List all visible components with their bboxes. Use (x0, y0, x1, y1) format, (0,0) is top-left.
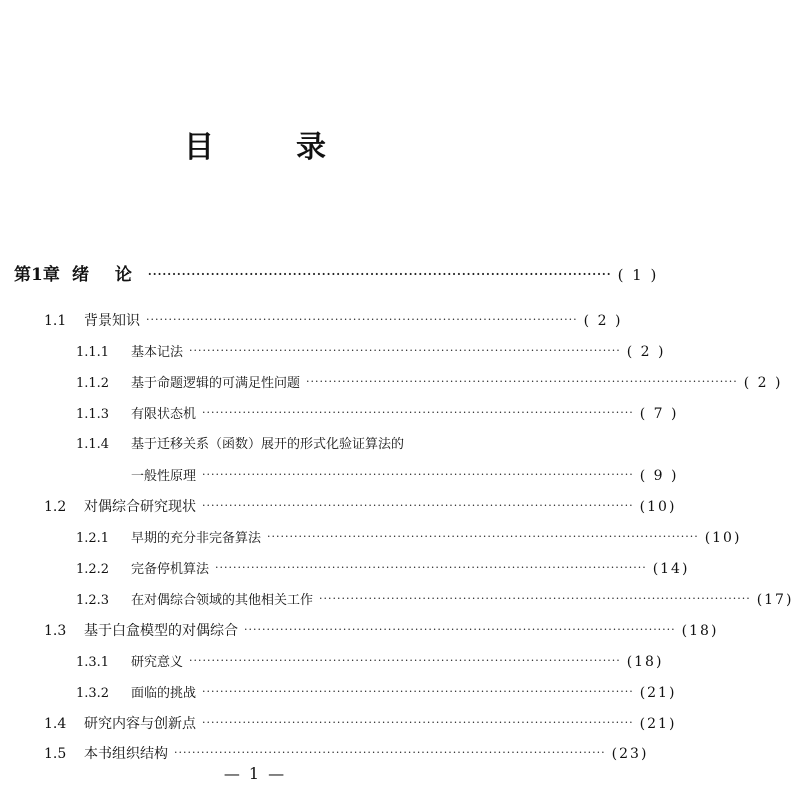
toc-subsection-1-2-2[interactable] (76, 558, 690, 581)
page-number: ( 1 ) (617, 266, 659, 284)
page-number: (10) (704, 530, 742, 546)
leader-dots: ································································································ (189, 344, 621, 357)
page-title: 目 录 (184, 130, 352, 165)
section-number: 1.2 (44, 499, 67, 515)
section-title: 早期的充分非完备算法 (131, 531, 262, 546)
section-number: 1.1.2 (76, 376, 110, 391)
section-number: 1.3.1 (76, 655, 110, 670)
page-number: (21) (639, 716, 677, 732)
toc-subsection-1-2-3[interactable] (76, 589, 793, 612)
leader-dots: ································································································ (202, 468, 634, 481)
toc-subsection-1-1-3[interactable] (76, 403, 679, 426)
section-title: 面临的挑战 (131, 686, 197, 701)
section-number: 1.1.4 (76, 437, 110, 452)
leader-dots: ································································································ (189, 654, 621, 667)
page-number: (21) (639, 685, 677, 701)
section-number: 1.1.3 (76, 407, 110, 422)
section-title: 完备停机算法 (131, 562, 210, 577)
section-title: 对偶综合研究现状 (84, 499, 196, 515)
chapter-number: 第1章 (14, 265, 60, 285)
leader-dots: ································································································ (202, 499, 634, 512)
section-title-continued: 一般性原理 (131, 469, 197, 484)
leader-dots: ································································································ (202, 716, 634, 729)
leader-dots: ································································································ (319, 592, 751, 605)
page-number: ( 7 ) (639, 406, 679, 422)
leader-dots: ································································································ (215, 561, 647, 574)
page-number: (18) (681, 623, 719, 639)
page-number: ( 2 ) (743, 375, 783, 391)
leader-dots: ································································································ (244, 623, 676, 636)
toc-section-1-4[interactable] (44, 713, 677, 736)
page-number: (18) (626, 654, 664, 670)
section-number: 1.2.3 (76, 593, 110, 608)
leader-dots: ································································································ (174, 746, 606, 759)
page-number: (23) (611, 746, 649, 762)
section-number: 1.4 (44, 716, 67, 732)
chapter-title: 绪 论 (72, 265, 142, 285)
section-title: 有限状态机 (131, 407, 197, 422)
leader-dots: ································································································ (202, 406, 634, 419)
page-number: ( 9 ) (639, 468, 679, 484)
section-title: 基本记法 (131, 345, 184, 360)
toc-subsection-1-1-2[interactable] (76, 372, 783, 395)
leader-dots: ································································································ (147, 268, 612, 281)
section-number: 1.2.2 (76, 562, 110, 577)
section-number: 1.1.1 (76, 345, 110, 360)
section-number: 1.5 (44, 746, 67, 762)
section-title: 研究内容与创新点 (84, 716, 196, 732)
section-title: 基于命题逻辑的可满足性问题 (131, 376, 301, 391)
page-number: (17) (756, 592, 793, 608)
page-number: ( 2 ) (583, 313, 623, 329)
section-number: 1.3.2 (76, 686, 110, 701)
section-title: 基于白盒模型的对偶综合 (84, 623, 238, 639)
toc-subsection-1-1-4[interactable] (76, 434, 494, 456)
leader-dots: ································································································ (202, 685, 634, 698)
leader-dots: ································································································ (306, 375, 738, 388)
section-title: 在对偶综合领域的其他相关工作 (131, 593, 314, 608)
toc-subsection-1-3-2[interactable] (76, 682, 677, 705)
toc-chapter-1[interactable] (14, 264, 659, 288)
page-number: (10) (639, 499, 677, 515)
page-number: (14) (652, 561, 690, 577)
toc-subsection-1-1-1[interactable] (76, 341, 666, 364)
leader-dots: ································································································ (146, 313, 578, 326)
section-number: 1.1 (44, 313, 67, 329)
page-number: ( 2 ) (626, 344, 666, 360)
toc-section-1-3[interactable] (44, 620, 719, 643)
toc-section-1-2[interactable] (44, 496, 677, 519)
toc-subsection-1-1-4-continued[interactable] (131, 465, 679, 488)
section-title: 背景知识 (84, 313, 140, 329)
section-number: 1.2.1 (76, 531, 110, 546)
section-title: 基于迁移关系（函数）展开的形式化验证算法的 (131, 437, 405, 452)
toc-subsection-1-2-1[interactable] (76, 527, 742, 550)
section-number: 1.3 (44, 623, 67, 639)
toc-section-1-1[interactable] (44, 310, 623, 333)
page-footer-number: — 1 — (223, 764, 287, 783)
section-title: 研究意义 (131, 655, 184, 670)
leader-dots: ································································································ (267, 530, 699, 543)
toc-subsection-1-3-1[interactable] (76, 651, 664, 674)
section-title: 本书组织结构 (84, 746, 168, 762)
